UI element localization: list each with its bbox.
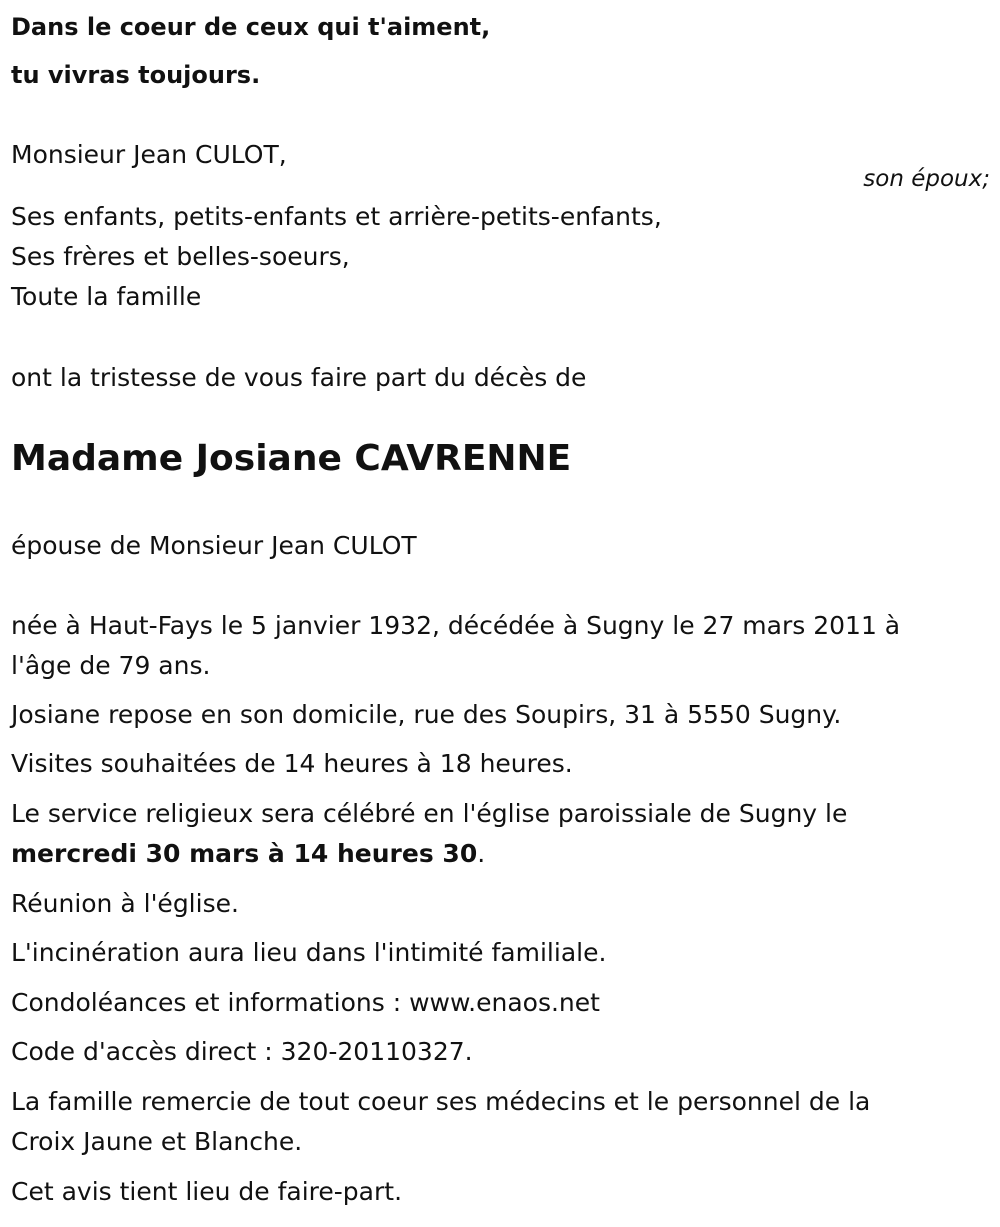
deceased-name: Madame Josiane CAVRENNE: [11, 438, 572, 479]
children-line: Ses enfants, petits-enfants et arrière-petits-enfants,: [11, 202, 662, 231]
notice-line: Cet avis tient lieu de faire-part.: [11, 1177, 403, 1206]
husband-role: son époux;: [863, 166, 990, 192]
visits-line: Visites souhaitées de 14 heures à 18 heures.: [11, 749, 573, 778]
spouse-line: épouse de Monsieur Jean CULOT: [11, 531, 417, 560]
rest-line: Josiane repose en son domicile, rue des Soupirs, 31 à 5550 Sugny.: [11, 700, 842, 729]
condolences-line: Condoléances et informations : www.enaos.net: [11, 988, 600, 1017]
service-end: .: [477, 839, 486, 868]
service-line-2: [11, 839, 485, 869]
family-line: Toute la famille: [11, 282, 202, 311]
access-code-line: Code d'accès direct : 320-20110327.: [11, 1037, 473, 1066]
service-line-1: Le service religieux sera célébré en l'église paroissiale de Sugny le: [11, 799, 848, 828]
birth-death-line-1: née à Haut-Fays le 5 janvier 1932, décédée à Sugny le 27 mars 2011 à: [11, 611, 901, 640]
meeting-line: Réunion à l'église.: [11, 889, 239, 918]
announcement-line: ont la tristesse de vous faire part du décès de: [11, 363, 587, 392]
husband-line: Monsieur Jean CULOT,: [11, 140, 287, 169]
cremation-line: L'incinération aura lieu dans l'intimité familiale.: [11, 938, 607, 967]
epigraph-line-2: tu vivras toujours.: [11, 61, 261, 89]
epigraph-line-1: Dans le coeur de ceux qui t'aiment,: [11, 13, 491, 41]
siblings-line: Ses frères et belles-soeurs,: [11, 242, 350, 271]
service-date: mercredi 30 mars à 14 heures 30: [11, 839, 478, 868]
thanks-line-2: Croix Jaune et Blanche.: [11, 1127, 303, 1156]
thanks-line-1: La famille remercie de tout coeur ses médecins et le personnel de la: [11, 1087, 871, 1116]
birth-death-line-2: l'âge de 79 ans.: [11, 651, 211, 680]
